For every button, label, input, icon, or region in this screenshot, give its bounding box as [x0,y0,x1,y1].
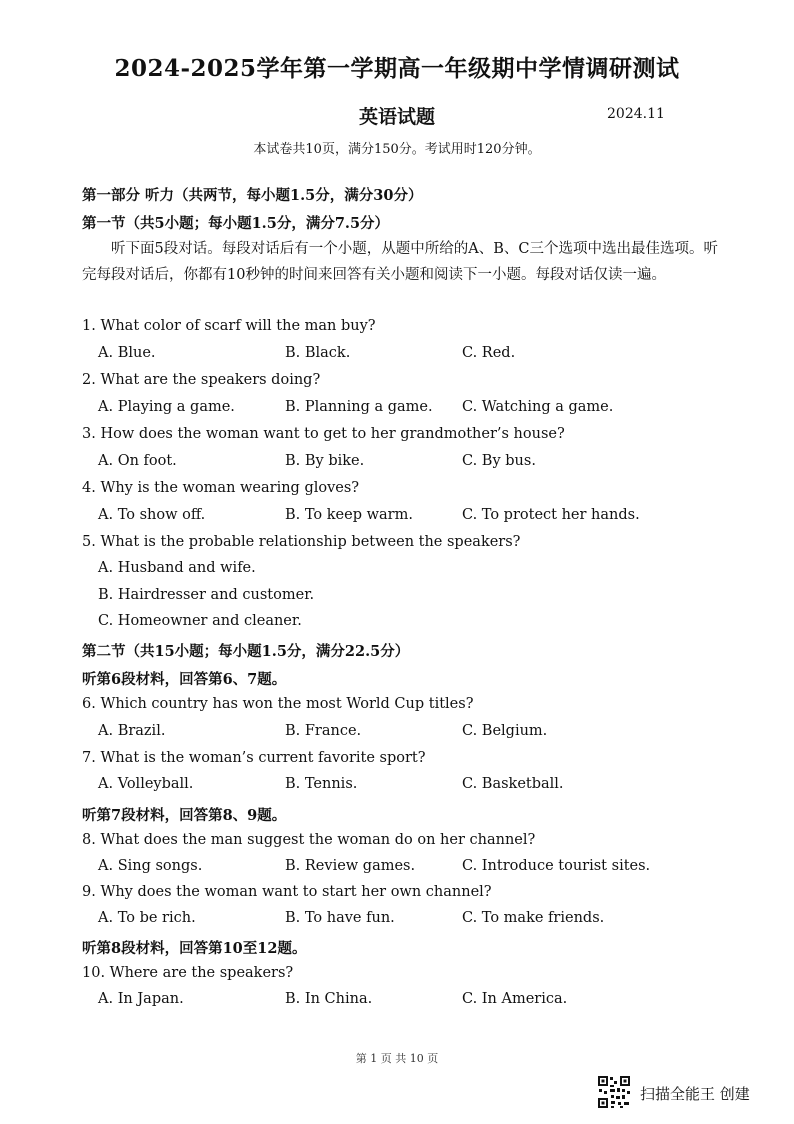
question-4-option-a: A. To show off. [98,507,206,523]
scanner-watermark: 扫描全能王 创建 [640,1085,750,1103]
question-7-option-a: A. Volleyball. [98,776,194,792]
question-2: 2. What are the speakers doing? [82,372,321,388]
question-1-option-a: A. Blue. [98,345,156,361]
question-5-option-b: B. Hairdresser and customer. [98,587,315,603]
question-3-option-a: A. On foot. [98,453,177,469]
question-5-option-c: C. Homeowner and cleaner. [98,613,302,629]
exam-subtitle: 英语试题 [358,106,435,128]
question-3: 3. How does the woman want to get to her grandmother’s house? [82,426,565,442]
question-6: 6. Which country has won the most World Cup titles? [82,696,474,712]
question-7: 7. What is the woman’s current favorite sport? [82,750,426,766]
question-10-option-a: A. In Japan. [98,991,184,1007]
question-9-option-b: B. To have fun. [285,910,395,926]
part1-heading: 第一部分 听力（共两节，每小题1.5分，满分30分） [82,187,423,204]
question-6-option-a: A. Brazil. [98,723,166,739]
question-3-option-b: B. By bike. [285,453,365,469]
question-4: 4. Why is the woman wearing gloves? [82,480,360,496]
question-9: 9. Why does the woman want to start her own channel? [82,884,492,900]
material-7-heading: 听第7段材料，回答第8、9题。 [82,807,287,824]
question-1: 1. What color of scarf will the man buy? [82,318,376,334]
question-2-option-a: A. Playing a game. [98,399,235,415]
question-5-option-a: A. Husband and wife. [98,560,256,576]
exam-title: 2024-2025学年第一学期高一年级期中学情调研测试 [114,55,680,82]
question-1-option-c: C. Red. [462,345,516,361]
exam-date: 2024.11 [607,106,665,122]
question-8-option-a: A. Sing songs. [98,858,203,874]
question-9-option-a: A. To be rich. [98,910,196,926]
section1-instructions: 听下面5段对话。每段对话后有一个小题，从题中所给的A、B、C三个选项中选出最佳选项。听完每段对话后，你都有10秒钟的时间来回答有关小题和阅读下一小题。每段对话仅读一遍。 [82,241,718,283]
question-2-option-b: B. Planning a game. [285,399,433,415]
question-7-option-c: C. Basketball. [462,776,564,792]
question-6-option-b: B. France. [285,723,362,739]
question-8-option-c: C. Introduce tourist sites. [462,858,651,874]
question-8: 8. What does the man suggest the woman do on her channel? [82,832,536,848]
question-1-option-b: B. Black. [285,345,351,361]
question-10-option-b: B. In China. [285,991,373,1007]
material-6-heading: 听第6段材料，回答第6、7题。 [82,671,287,688]
question-7-option-b: B. Tennis. [285,776,358,792]
section2-heading: 第二节（共15小题；每小题1.5分，满分22.5分） [82,643,410,660]
page-number: 第 1 页 共 10 页 [355,1052,439,1065]
exam-info: 本试卷共10页，满分150分。考试用时120分钟。 [253,142,541,157]
question-5: 5. What is the probable relationship between the speakers? [82,534,521,550]
question-4-option-b: B. To keep warm. [285,507,413,523]
question-10: 10. Where are the speakers? [82,965,294,981]
question-3-option-c: C. By bus. [462,453,536,469]
question-9-option-c: C. To make friends. [462,910,605,926]
section1-heading: 第一节（共5小题；每小题1.5分，满分7.5分） [82,215,390,232]
question-8-option-b: B. Review games. [285,858,416,874]
question-4-option-c: C. To protect her hands. [462,507,640,523]
material-8-heading: 听第8段材料，回答第10至12题。 [82,940,307,957]
qr-code-icon [597,1075,631,1109]
question-2-option-c: C. Watching a game. [462,399,614,415]
question-10-option-c: C. In America. [462,991,568,1007]
question-6-option-c: C. Belgium. [462,723,548,739]
